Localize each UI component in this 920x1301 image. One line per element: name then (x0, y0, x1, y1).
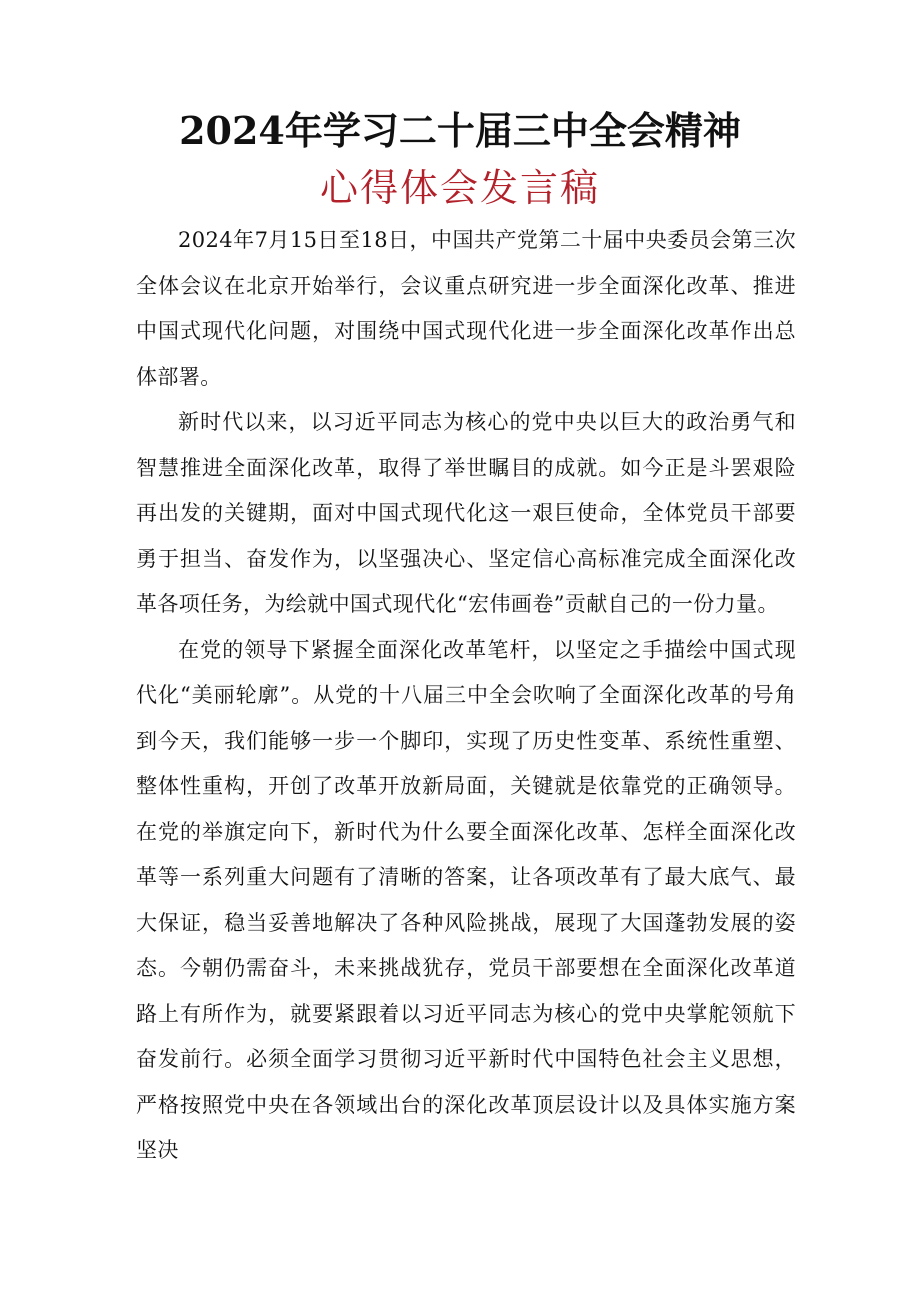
document-subtitle: 心得体会发言稿 (319, 166, 600, 210)
paragraph-1: 2024年7月15日至18日，中国共产党第二十届中央委员会第三次全体会议在北京开始举行，会议重点研究进一步全面深化改革、推进中国式现代化问题，对围绕中国式现代化进一步全面深化改革作出总体部署。 (136, 228, 796, 389)
document-title: 2024年学习二十届三中全会精神 (179, 108, 741, 153)
title-block (0, 106, 920, 214)
paragraph-3: 在党的领导下紧握全面深化改革笔杆，以坚定之手描绘中国式现代化“美丽轮廓”。从党的十八届三中全会吹响了全面深化改革的号角到今天，我们能够一步一个脚印，实现了历史性变革、系统性重塑、整体性重构，开创了改革开放新局面，关键就是依靠党的正确领导。在党的举旗定向下，新时代为什么要全面深化改革、怎样全面深化改革等一系列重大问题有了清晰的答案，让各项改革有了最大底气、最大保证，稳当妥善地解决了各种风险挑战，展现了大国蓬勃发展的姿态。今朝仍需奋斗，未来挑战犹存，党员干部要想在全面深化改革道路上有所作为，就要紧跟着以习近平同志为核心的党中央掌舵领航下奋发前行。必须全面学习贯彻习近平新时代中国特色社会主义思想，严格按照党中央在各领域出台的深化改革顶层设计以及具体实施方案坚决 (136, 637, 796, 1162)
paragraph-2: 新时代以来，以习近平同志为核心的党中央以巨大的政治勇气和智慧推进全面深化改革，取得了举世瞩目的成就。如今正是斗罢艰险再出发的关键期，面对中国式现代化这一艰巨使命，全体党员干部要勇于担当、奋发作为，以坚强决心、坚定信心高标准完成全面深化改革各项任务，为绘就中国式现代化“宏伟画卷”贡献自己的一份力量。 (136, 410, 796, 616)
document-body (136, 218, 796, 1174)
